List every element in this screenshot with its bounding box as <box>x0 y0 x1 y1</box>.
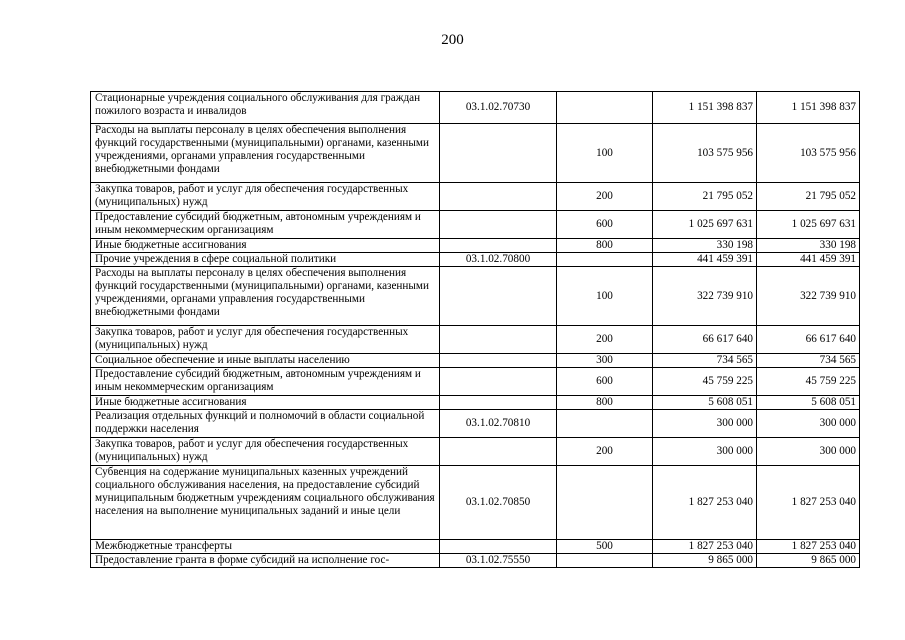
row-code <box>440 124 557 183</box>
row-expense-type <box>557 554 653 568</box>
row-code: 03.1.02.70800 <box>440 253 557 267</box>
row-name: Иные бюджетные ассигнования <box>91 239 440 253</box>
row-name: Предоставление гранта в форме субсидий на исполнение гос- <box>91 554 440 568</box>
row-amount-2: 21 795 052 <box>757 183 860 211</box>
table-row <box>91 368 860 396</box>
row-amount-2: 330 198 <box>757 239 860 253</box>
row-amount-1: 1 025 697 631 <box>653 211 757 239</box>
row-amount-1: 5 608 051 <box>653 396 757 410</box>
row-code <box>440 211 557 239</box>
row-amount-1: 21 795 052 <box>653 183 757 211</box>
table-row <box>91 410 860 438</box>
row-expense-type: 600 <box>557 211 653 239</box>
row-amount-1: 45 759 225 <box>653 368 757 396</box>
row-amount-2: 441 459 391 <box>757 253 860 267</box>
table-row <box>91 124 860 183</box>
row-name: Предоставление субсидий бюджетным, автономным учреждениям и иным некоммерческим организациям <box>91 211 440 239</box>
budget-table <box>90 91 860 568</box>
row-amount-1: 103 575 956 <box>653 124 757 183</box>
table-row <box>91 267 860 326</box>
row-expense-type: 800 <box>557 239 653 253</box>
row-amount-2: 1 151 398 837 <box>757 92 860 124</box>
row-name: Предоставление субсидий бюджетным, автономным учреждениям и иным некоммерческим организациям <box>91 368 440 396</box>
row-expense-type: 500 <box>557 540 653 554</box>
table-row <box>91 396 860 410</box>
row-code <box>440 183 557 211</box>
row-name: Иные бюджетные ассигнования <box>91 396 440 410</box>
row-name: Стационарные учреждения социального обслуживания для граждан пожилого возраста и инвалидов <box>91 92 440 124</box>
row-code <box>440 396 557 410</box>
row-code <box>440 540 557 554</box>
row-amount-1: 1 151 398 837 <box>653 92 757 124</box>
row-code <box>440 239 557 253</box>
row-expense-type: 100 <box>557 267 653 326</box>
row-name: Социальное обеспечение и иные выплаты населению <box>91 354 440 368</box>
table-row <box>91 354 860 368</box>
row-name: Реализация отдельных функций и полномочий в области социальной поддержки населения <box>91 410 440 438</box>
row-expense-type: 200 <box>557 183 653 211</box>
row-name: Межбюджетные трансферты <box>91 540 440 554</box>
table-row <box>91 554 860 568</box>
row-amount-2: 300 000 <box>757 438 860 466</box>
row-amount-2: 9 865 000 <box>757 554 860 568</box>
row-code: 03.1.02.70730 <box>440 92 557 124</box>
row-amount-1: 734 565 <box>653 354 757 368</box>
table-row <box>91 540 860 554</box>
row-name: Субвенция на содержание муниципальных казенных учреждений социального обслуживания населения, на предоставление субсидий муниципальным бюджетным учреждениям социального обслуживания населения на выполнение муниципальных заданий и иные цели <box>91 466 440 540</box>
row-expense-type: 200 <box>557 326 653 354</box>
table-row <box>91 326 860 354</box>
row-name: Закупка товаров, работ и услуг для обеспечения государственных (муниципальных) нужд <box>91 438 440 466</box>
row-amount-2: 45 759 225 <box>757 368 860 396</box>
row-code: 03.1.02.75550 <box>440 554 557 568</box>
row-code: 03.1.02.70810 <box>440 410 557 438</box>
row-amount-1: 300 000 <box>653 438 757 466</box>
row-amount-2: 1 827 253 040 <box>757 540 860 554</box>
table-row <box>91 438 860 466</box>
row-amount-1: 1 827 253 040 <box>653 540 757 554</box>
page-number: 200 <box>441 32 464 48</box>
row-amount-2: 1 827 253 040 <box>757 466 860 540</box>
row-expense-type: 600 <box>557 368 653 396</box>
table-row <box>91 253 860 267</box>
row-name: Расходы на выплаты персоналу в целях обеспечения выполнения функций государственными (муниципальными) органами, казенными учреждениями, органами управления государственными внебюджетными фондами <box>91 267 440 326</box>
row-expense-type <box>557 410 653 438</box>
row-name: Расходы на выплаты персоналу в целях обеспечения выполнения функций государственными (муниципальными) органами, казенными учреждениями, органами управления государственными внебюджетными фондами <box>91 124 440 183</box>
row-amount-1: 9 865 000 <box>653 554 757 568</box>
row-expense-type: 800 <box>557 396 653 410</box>
table-row <box>91 239 860 253</box>
row-code <box>440 354 557 368</box>
row-code <box>440 438 557 466</box>
row-amount-1: 300 000 <box>653 410 757 438</box>
row-amount-2: 5 608 051 <box>757 396 860 410</box>
row-amount-2: 103 575 956 <box>757 124 860 183</box>
row-expense-type <box>557 253 653 267</box>
row-name: Закупка товаров, работ и услуг для обеспечения государственных (муниципальных) нужд <box>91 183 440 211</box>
row-code <box>440 267 557 326</box>
row-expense-type: 200 <box>557 438 653 466</box>
table-row <box>91 92 860 124</box>
row-amount-2: 66 617 640 <box>757 326 860 354</box>
row-expense-type: 300 <box>557 354 653 368</box>
row-code <box>440 326 557 354</box>
row-amount-2: 322 739 910 <box>757 267 860 326</box>
row-amount-1: 330 198 <box>653 239 757 253</box>
row-code: 03.1.02.70850 <box>440 466 557 540</box>
row-expense-type <box>557 466 653 540</box>
row-name: Прочие учреждения в сфере социальной политики <box>91 253 440 267</box>
row-amount-2: 300 000 <box>757 410 860 438</box>
row-amount-1: 322 739 910 <box>653 267 757 326</box>
table-row <box>91 183 860 211</box>
table-row <box>91 211 860 239</box>
table-row <box>91 466 860 540</box>
row-name: Закупка товаров, работ и услуг для обеспечения государственных (муниципальных) нужд <box>91 326 440 354</box>
row-expense-type <box>557 92 653 124</box>
row-amount-2: 1 025 697 631 <box>757 211 860 239</box>
row-amount-1: 441 459 391 <box>653 253 757 267</box>
row-amount-1: 1 827 253 040 <box>653 466 757 540</box>
row-amount-2: 734 565 <box>757 354 860 368</box>
row-amount-1: 66 617 640 <box>653 326 757 354</box>
row-code <box>440 368 557 396</box>
row-expense-type: 100 <box>557 124 653 183</box>
